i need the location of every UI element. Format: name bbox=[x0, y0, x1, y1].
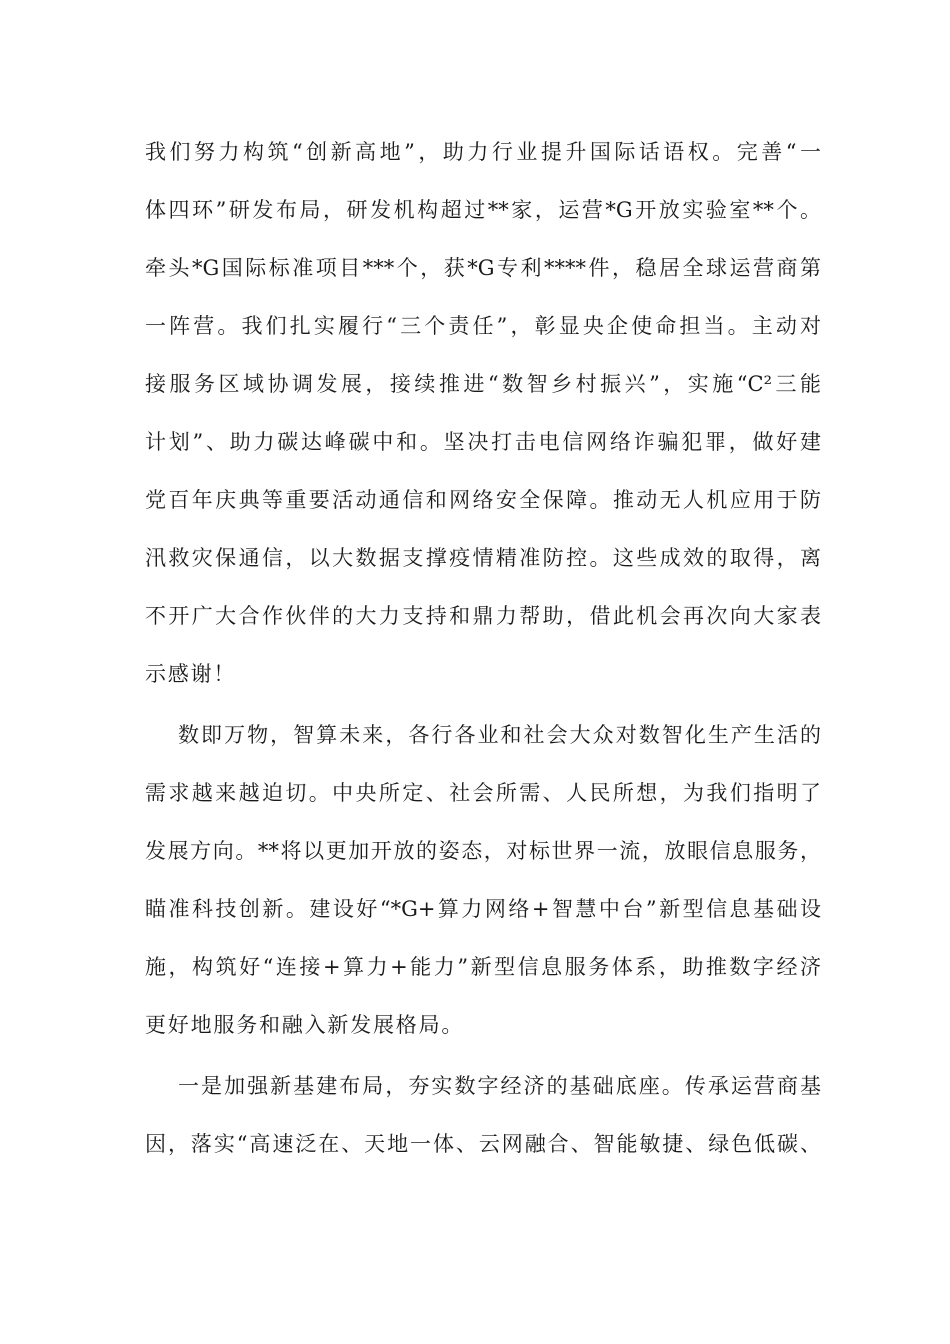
text-line: 一是加强新基建布局，夯实数字经济的基础底座。传承运营商基 bbox=[178, 1074, 821, 1098]
text-line: 因，落实“高速泛在、天地一体、云网融合、智能敏捷、绿色低碳、 bbox=[145, 1132, 821, 1156]
text-line: 计划”、助力碳达峰碳中和。坚决打击电信网络诈骗犯罪，做好建 bbox=[145, 430, 821, 454]
text-line: 需求越来越迫切。中央所定、社会所需、人民所想，为我们指明了 bbox=[145, 781, 821, 805]
text-line: 党百年庆典等重要活动通信和网络安全保障。推动无人机应用于防 bbox=[145, 488, 821, 512]
text-line: 接服务区域协调发展，接续推进“数智乡村振兴”，实施“C²三能 bbox=[145, 372, 821, 396]
text-line: 体四环”研发布局，研发机构超过**家，运营*G开放实验室**个。 bbox=[145, 198, 821, 222]
text-line: 更好地服务和融入新发展格局。 bbox=[145, 1013, 465, 1037]
text-line: 不开广大合作伙伴的大力支持和鼎力帮助，借此机会再次向大家表 bbox=[145, 604, 821, 628]
text-line: 一阵营。我们扎实履行“三个责任”，彰显央企使命担当。主动对 bbox=[145, 314, 821, 338]
text-line: 我们努力构筑“创新高地”，助力行业提升国际话语权。完善“一 bbox=[145, 140, 821, 164]
text-line: 瞄准科技创新。建设好“*G+算力网络+智慧中台”新型信息基础设 bbox=[145, 897, 821, 921]
text-line: 汛救灾保通信，以大数据支撑疫情精准防控。这些成效的取得，离 bbox=[145, 546, 821, 570]
text-line: 示感谢！ bbox=[145, 662, 237, 686]
text-line: 数即万物，智算未来，各行各业和社会大众对数智化生产生活的 bbox=[178, 723, 821, 747]
text-line: 施，构筑好“连接+算力+能力”新型信息服务体系，助推数字经济 bbox=[145, 955, 821, 979]
text-line: 牵头*G国际标准项目***个，获*G专利****件，稳居全球运营商第 bbox=[145, 256, 821, 280]
text-line: 发展方向。**将以更加开放的姿态，对标世界一流，放眼信息服务， bbox=[145, 839, 821, 863]
